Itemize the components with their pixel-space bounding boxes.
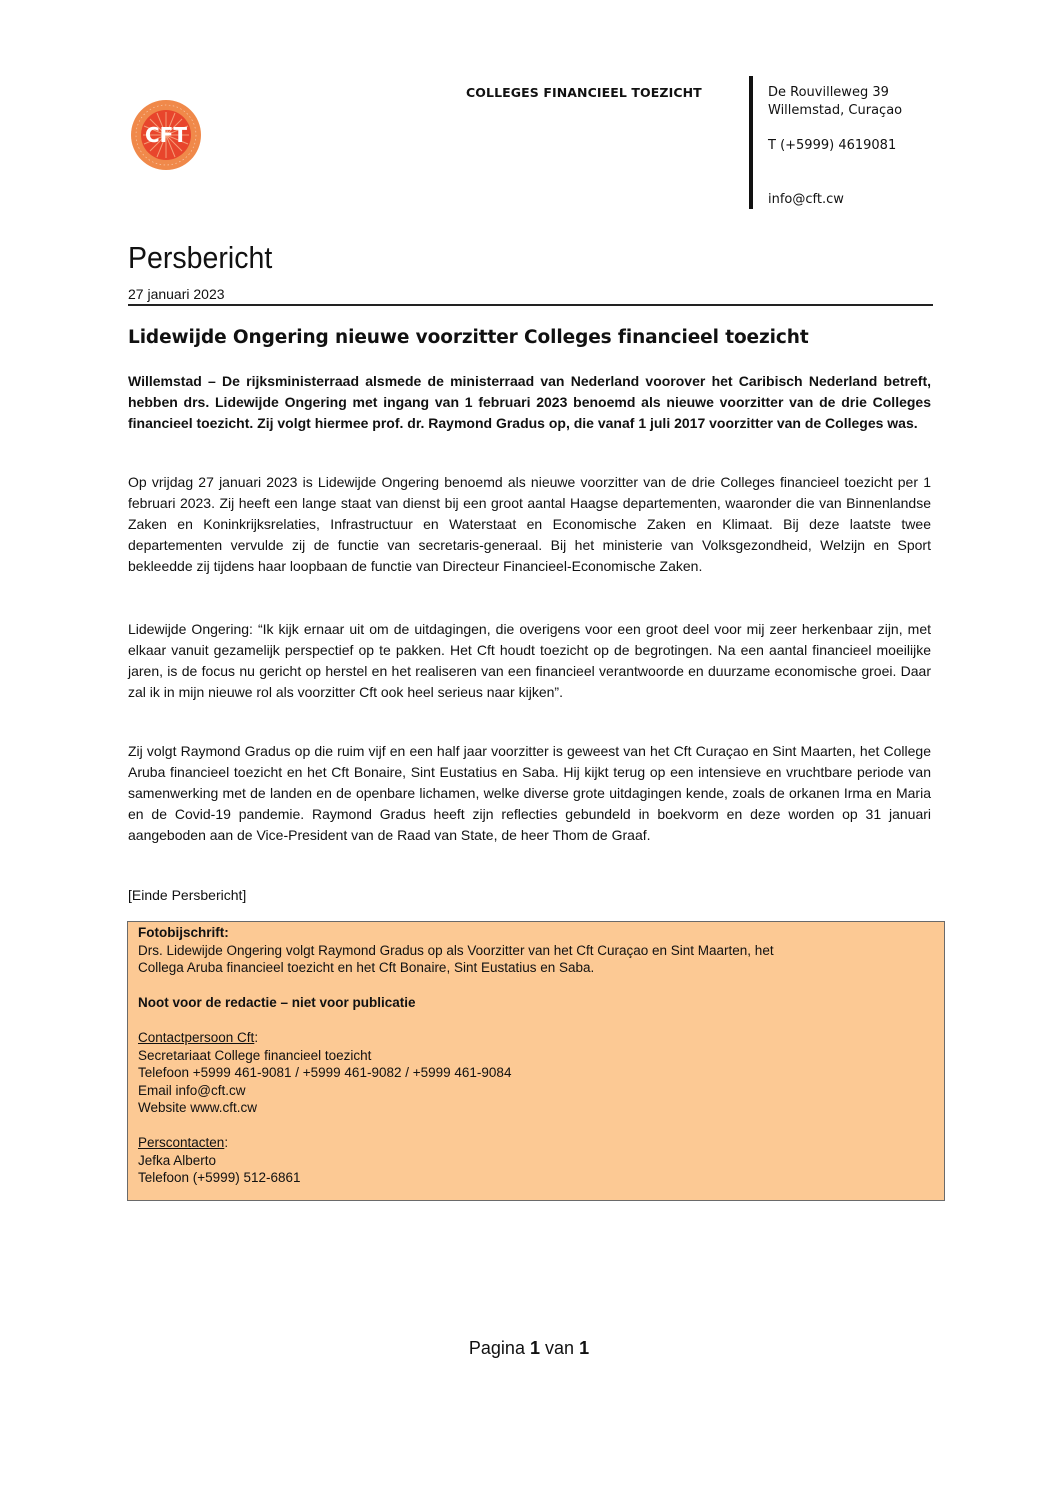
header-email[interactable]: info@cft.cw [768,191,844,207]
body-paragraph: Zij volgt Raymond Gradus op die ruim vijf en een half jaar voorzitter is geweest van het Cft Curaçao en Sint Maarten, het College Aruba financieel toezicht en het Cft Bonaire, Sint Eustatius en Saba. Hij kijkt terug op een intensieve en vruchtbare periode van samenwerking met de landen en de openbare lichamen, welke diverse grote uitdagingen kende, zoals de orkanen Irma en Maria en de Covid-19 pandemie. Raymond Gradus heeft zijn reflecties gebundeld in boekvorm en deze worden op 31 januari aangeboden aan de Vice-President van de Raad van State, de heer Thom de Graaf. [128,743,931,843]
contact-heading: Contactpersoon Cft: [138,1030,259,1045]
press-name: Jefka Alberto [138,1152,217,1168]
end-marker: [Einde Persbericht] [128,887,247,903]
cft-logo-icon [128,99,204,171]
press-phone: Telefoon (+5999) 512-6861 [138,1170,301,1185]
title-rule [128,304,933,306]
contact-email[interactable]: Email info@cft.cw [138,1082,246,1098]
contact-org: Secretariaat College financieel toezicht [138,1047,372,1063]
header-phone: T (+5999) 4619081 [768,138,897,153]
current-page: 1 [529,1338,540,1358]
body-paragraph: Op vrijdag 27 januari 2023 is Lidewijde Ongering benoemd als nieuwe voorzitter van de drie Colleges financieel toezicht per 1 februari 2023. Zij heeft een lange staat van dienst bij een groot aantal Haagse departementen, waaronder die van Binnenlandse Zaken en Koninkrijksrelaties, Infrastructuur en Waterstaat en Economische Zaken en Klimaat. Bij deze laatste twee departementen vervulde zij de functie van secretaris-generaal. Bij het ministerie van Volksgezondheid, Welzijn en Sport bekleedde zij tijdens haar loopbaan de functie van Directeur Financieel-Economische Zaken. [128,474,931,574]
editor-note-box [127,921,945,1201]
contact-phone: Telefoon +5999 461-9081 / +5999 461-9082 / +5999 461-9084 [138,1065,512,1080]
editor-note: Noot voor de redactie – niet voor publicatie [138,995,416,1010]
page-footer [0,1338,1058,1359]
caption-line: Collega Aruba financieel toezicht en het Cft Bonaire, Sint Eustatius en Saba. [138,960,595,975]
logo-text: CFT [145,123,187,147]
page-prefix: Pagina [468,1338,525,1358]
address-city: Willemstad, Curaçao [768,102,903,118]
total-pages: 1 [579,1338,590,1358]
press-label: Perscontacten [138,1135,225,1150]
headline: Lidewijde Ongering nieuwe voorzitter Colleges financieel toezicht [128,327,809,348]
org-name: COLLEGES FINANCIEEL TOEZICHT [466,85,702,100]
header-divider [749,76,753,209]
quote-paragraph: Lidewijde Ongering: “Ik kijk ernaar uit om de uitdagingen, die overigens voor een groot deel voor mij zeer herkenbaar zijn, met elkaar vanuit gezamelijk perspectief op te pakken. Het Cft houdt toezicht op de begrotingen. Na een aantal financieel moeilijke jaren, is de focus nu gericht op herstel en het realiseren van een financieel verantwoorde en duurzame economische groei. Daar zal ik in mijn nieuwe rol als voorzitter Cft ook heel serieus naar kijken”. [128,621,931,700]
address-street: De Rouvilleweg 39 [768,85,889,100]
lead-paragraph: Willemstad – De rijksministerraad alsmede de ministerraad van Nederland voorover het Caribisch Nederland betreft, hebben drs. Lidewijde Ongering met ingang van 1 februari 2023 benoemd als nieuwe voorzitter van de drie Colleges financieel toezicht. Zij volgt hiermee prof. dr. Raymond Gradus op, die vanaf 1 juli 2017 voorzitter van de Colleges was. [128,373,931,431]
page-sep: van [545,1338,575,1358]
press-heading: Perscontacten: [138,1135,229,1150]
document-title: Persbericht [128,240,273,275]
contact-label: Contactpersoon Cft [138,1030,255,1045]
contact-website[interactable]: Website www.cft.cw [138,1100,258,1115]
caption-label: Fotobijschrift: [138,925,229,940]
cft-logo [128,99,204,171]
document-date: 27 januari 2023 [128,286,225,302]
caption-line: Drs. Lidewijde Ongering volgt Raymond Gradus op als Voorzitter van het Cft Curaçao en Sint Maarten, het [138,942,774,958]
contact-block [768,84,902,208]
